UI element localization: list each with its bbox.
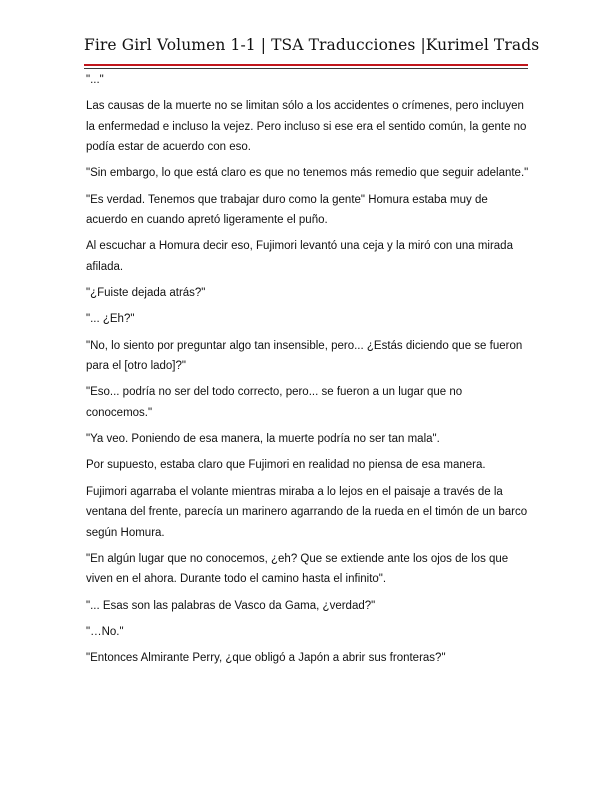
paragraph: "No, lo siento por preguntar algo tan insensible, pero... ¿Estás diciendo que se fueron para el [otro lado]?" bbox=[86, 339, 523, 373]
header-rule-dark bbox=[84, 68, 528, 69]
paragraph: "Es verdad. Tenemos que trabajar duro como la gente" Homura estaba muy de acuerdo en cuando apretó ligeramente el puño. bbox=[86, 193, 488, 227]
paragraph: "..." bbox=[86, 74, 104, 86]
page-header-title: Fire Girl Volumen 1-1 | TSA Traducciones |Kurimel Trads bbox=[84, 36, 540, 54]
paragraph: Fujimori agarraba el volante mientras miraba a lo lejos en el paisaje a través de la ventana del frente, parecía un marinero agarrando de la rueda en el timón de un barco según Homura. bbox=[86, 485, 528, 539]
paragraph: Por supuesto, estaba claro que Fujimori en realidad no piensa de esa manera. bbox=[86, 459, 486, 472]
paragraph: "…No." bbox=[86, 625, 124, 638]
paragraph: "... Esas son las palabras de Vasco da Gama, ¿verdad?" bbox=[86, 599, 376, 612]
paragraph: "¿Fuiste dejada atrás?" bbox=[86, 287, 206, 300]
header-rule-red bbox=[84, 64, 528, 66]
paragraph: "Entonces Almirante Perry, ¿que obligó a Japón a abrir sus fronteras?" bbox=[86, 652, 446, 665]
paragraph: Las causas de la muerte no se limitan sólo a los accidentes o crímenes, pero incluyen la enfermedad e incluso la vejez. Pero incluso si ese era el sentido común, la gente no podía estar de acuerdo con eso. bbox=[86, 100, 527, 154]
paragraph: Al escuchar a Homura decir eso, Fujimori levantó una ceja y la miró con una mirada afilada. bbox=[86, 240, 513, 273]
paragraph: "En algún lugar que no conocemos, ¿eh? Que se extiende ante los ojos de los que viven en el ahora. Durante todo el camino hasta el infinito". bbox=[86, 552, 509, 586]
paragraph: "Sin embargo, lo que está claro es que no tenemos más remedio que seguir adelante." bbox=[86, 167, 529, 180]
paragraph: "Eso... podría no ser del todo correcto, pero... se fueron a un lugar que no conocemos." bbox=[86, 386, 463, 419]
paragraph: "Ya veo. Poniendo de esa manera, la muerte podría no ser tan mala". bbox=[86, 433, 440, 446]
paragraph: "... ¿Eh?" bbox=[86, 313, 135, 326]
document-body bbox=[86, 70, 530, 674]
